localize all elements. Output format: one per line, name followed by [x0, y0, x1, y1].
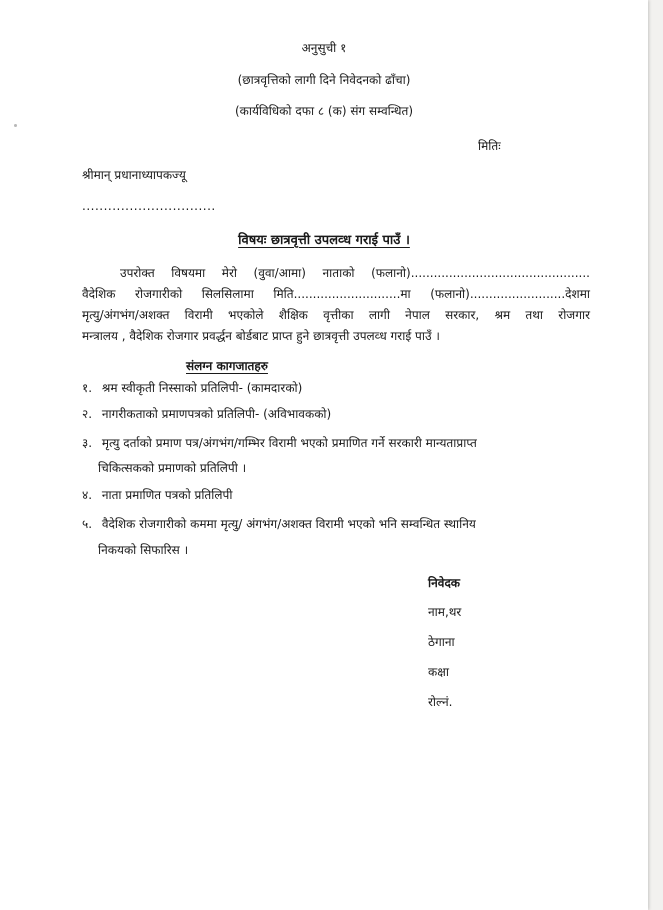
attachment-number: १.	[82, 381, 93, 395]
applicant-address-label: ठेगाना	[428, 635, 455, 649]
body-line-2: वैदेशिक रोजगारीको सिलसिलामा मिति............................मा (फलानो).........................देशमा	[82, 287, 590, 301]
attachment-item-5	[82, 516, 476, 532]
attachment-text: वैदेशिक रोजगारीको कममा मृत्यु/ अंगभंग/अशक्त विरामी भएको भनि सम्वन्धित स्थानिय	[101, 517, 476, 531]
attachment-text: नाता प्रमाणित पत्रको प्रतिलिपी	[101, 488, 233, 502]
applicant-roll-label: रोल्नं.	[428, 695, 453, 709]
attachment-number: ३.	[82, 436, 93, 450]
attachment-item-5-continued: निकयको सिफारिस ।	[98, 543, 189, 557]
date-label: मितिः	[478, 139, 501, 153]
applicant-heading: निवेदक	[428, 576, 461, 590]
attachment-item-4	[82, 487, 232, 503]
section-reference: (कार्यविधिको दफा ८ (क) संग सम्वन्धित)	[234, 104, 414, 118]
applicant-name-label: नाम,थर	[428, 605, 462, 619]
attachment-text: नागरीकताको प्रमाणपत्रको प्रतिलिपी- (अविभावकको)	[101, 407, 332, 421]
address-blank-line: ...............................	[82, 199, 216, 213]
attachment-item-3	[82, 435, 477, 451]
scan-speck	[14, 124, 17, 127]
annex-heading: अनुसुची १	[301, 41, 347, 55]
attachment-number: २.	[82, 407, 93, 421]
attachment-item-2	[82, 406, 331, 422]
attachment-number: ४.	[82, 488, 93, 502]
body-line-4: मन्त्रालय , वैदेशिक रोजगार प्रवर्द्धन बोर्डबाट प्राप्त हुने छात्रवृत्ती उपलव्ध गराई पाउँ ।	[82, 329, 440, 343]
subject-line: विषयः छात्रवृत्ती उपलव्ध गराई पाउँ ।	[238, 233, 410, 248]
body-line-3: मृत्यु/अंगभंग/अशक्त विरामी भएकोले शैक्षिक वृत्तीका लागी नेपाल सरकार, श्रम तथा रोजगार	[82, 308, 590, 322]
attachment-item-1	[82, 380, 302, 396]
attachment-text: श्रम स्वीकृती निस्साको प्रतिलिपी- (कामदारको)	[101, 381, 303, 395]
attachments-heading: संलग्न कागजातहरु	[186, 359, 268, 373]
attachment-text: मृत्यु दर्ताको प्रमाण पत्र/अंगभंग/गम्भिर विरामी भएको प्रमाणित गर्ने सरकारी मान्यताप्राप्त	[101, 436, 477, 450]
attachment-number: ५.	[82, 517, 93, 531]
body-line-1: उपरोक्त विषयमा मेरो (वुवा/आमा) नाताको (फलानो)...............................................	[120, 266, 590, 280]
applicant-class-label: कक्षा	[428, 665, 449, 679]
form-title: (छात्रवृत्तिको लागी दिने निवेदनको ढाँचा)	[237, 73, 411, 87]
salutation: श्रीमान् प्रधानाध्यापकज्यू	[82, 168, 186, 182]
attachment-item-3-continued: चिकित्सकको प्रमाणको प्रतिलिपी ।	[98, 461, 247, 475]
